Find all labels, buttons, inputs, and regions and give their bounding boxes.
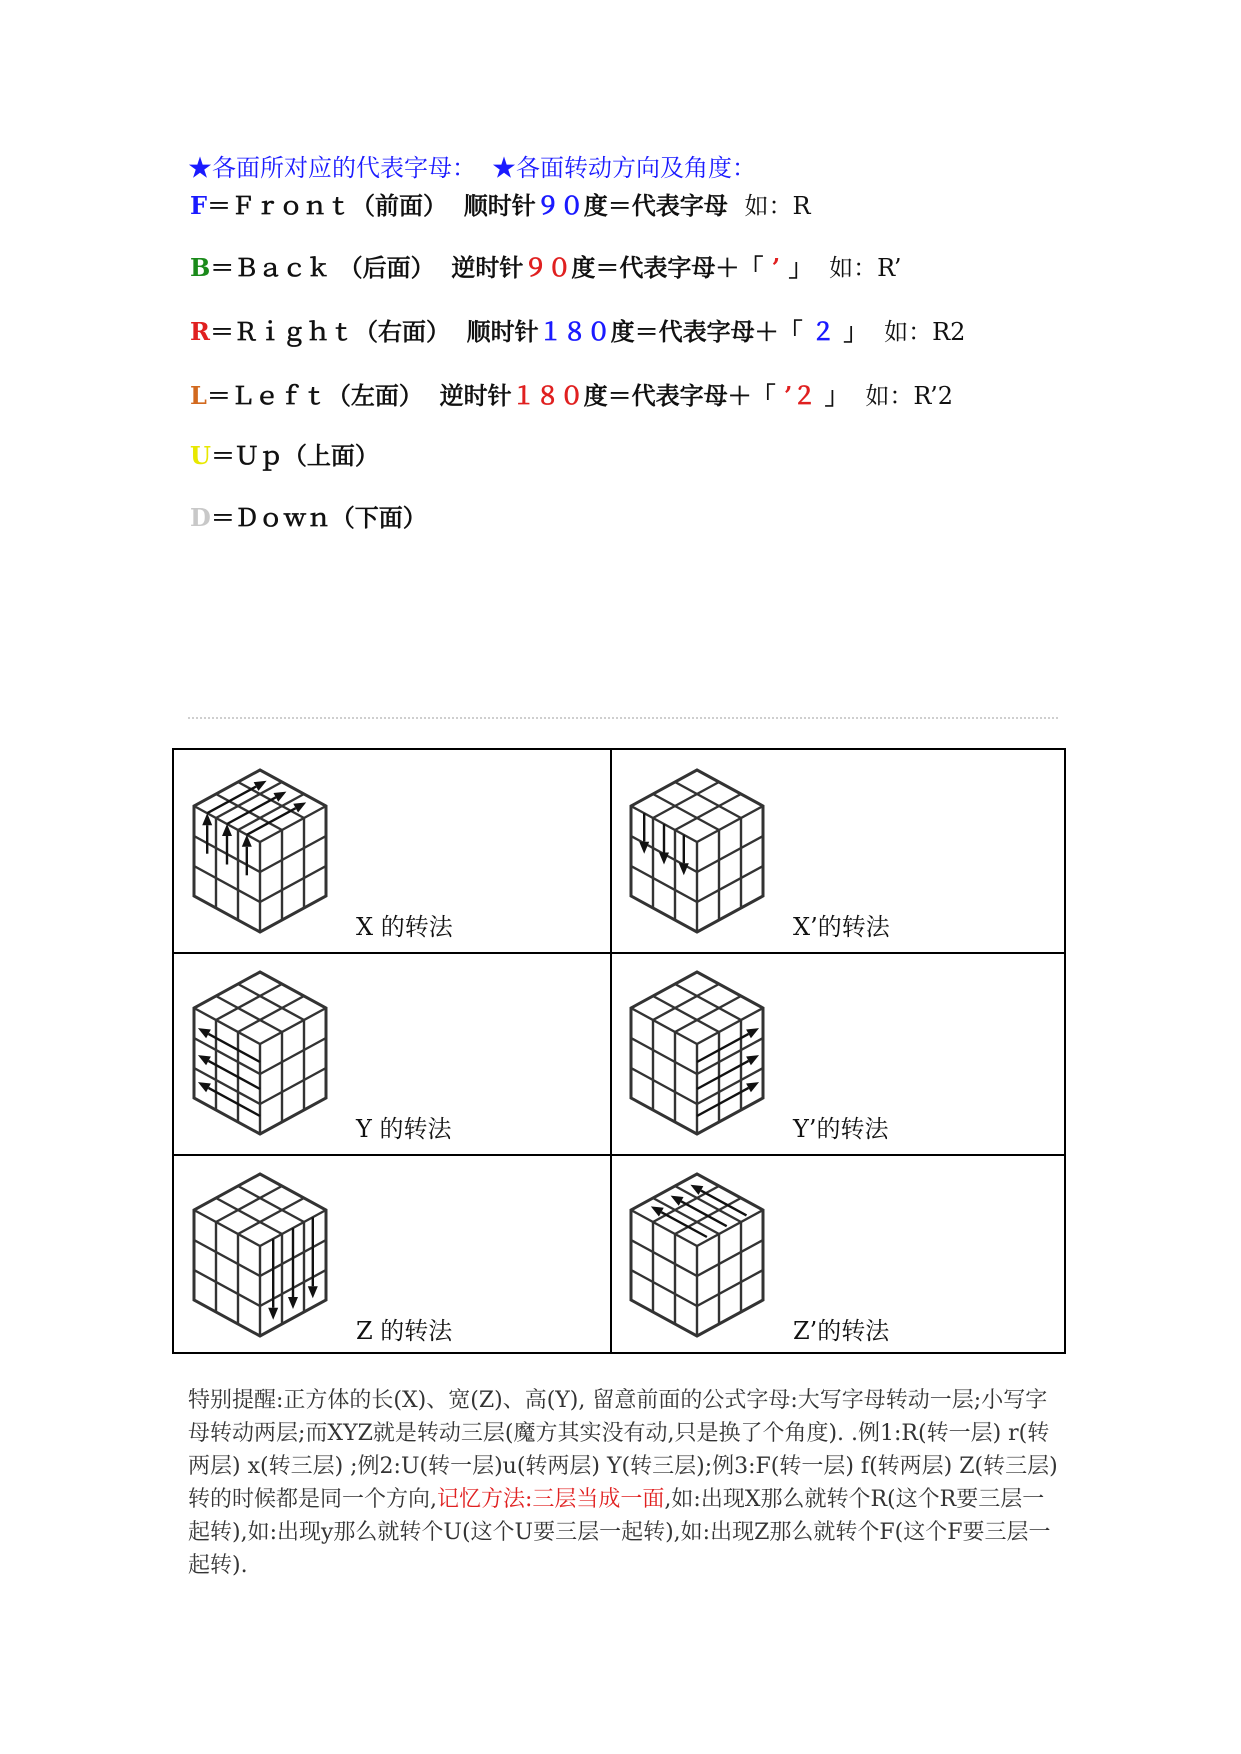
- note-text-2: ,如:出现X那么就转个R(这个R要三层一起转),如:出现y那么就转个U(这个U要三层一起转),如:出现Z那么就转个F(这个F要三层一起转).: [188, 1487, 1051, 1578]
- face-letter: U: [190, 441, 211, 470]
- face-name: ＝Ｂａｃｋ （后面）: [210, 253, 435, 282]
- face-line-l: [190, 376, 953, 411]
- notation-rule: ＝代表字母＋「: [634, 317, 803, 346]
- move-caption: Z’的转法: [793, 1317, 890, 1345]
- face-letter: L: [190, 381, 207, 410]
- move-cell: [174, 750, 610, 952]
- notation-rule: ＝代表字母: [607, 191, 728, 220]
- move-caption: Y 的转法: [356, 1115, 452, 1143]
- rotation-direction: 顺时针: [466, 317, 539, 346]
- notation-suffix: ’２: [783, 381, 817, 410]
- rotation-angle: ９０: [523, 253, 572, 282]
- rotation-direction: 逆时针: [439, 381, 512, 410]
- angle-unit: 度: [583, 381, 608, 410]
- face-name: ＝Ｕｐ（上面）: [210, 441, 379, 470]
- face-name: ＝Ｌｅｆｔ（左面）: [206, 381, 423, 410]
- rotation-direction: 逆时针: [451, 253, 524, 282]
- move-cell: [611, 952, 1064, 1154]
- face-letter: B: [190, 253, 211, 282]
- face-letter: F: [190, 191, 208, 220]
- face-letter: D: [190, 503, 211, 532]
- notation-example: 如：R: [744, 192, 811, 220]
- notation-bracket: 」: [824, 381, 849, 410]
- notation-suffix: ２: [811, 317, 836, 346]
- rotation-angle: １８０: [511, 381, 584, 410]
- reminder-note: [188, 1384, 1058, 1582]
- note-text-1: 特别提醒:正方体的长(X)、宽(Z)、高(Y), 留意前面的公式字母:大写字母转动一层;小写字母转动两层;而XYZ就是转动三层(魔方其实没有动,只是换了个角度). .例1:R(转一层) r(转两层) x(转三层) ;例2:U(转一层)u(转两层) Y(转三层);例3:F(转一层) f(转两层) Z(转三层) 转的时候都是同一个方向,: [188, 1388, 1058, 1512]
- face-line-r: [190, 312, 965, 347]
- face-line-d: [190, 498, 427, 533]
- face-name: ＝Ｆｒｏｎｔ（前面）: [207, 191, 448, 220]
- rotation-direction: 顺时针: [463, 191, 536, 220]
- heading: [188, 148, 756, 183]
- face-letter: R: [190, 317, 210, 346]
- notation-rule: ＝代表字母＋「: [595, 253, 764, 282]
- heading-right: ★各面转动方向及角度：: [492, 154, 756, 182]
- rotation-table: [172, 748, 1066, 1354]
- notation-rule: ＝代表字母＋「: [607, 381, 776, 410]
- move-caption: Z 的转法: [356, 1317, 453, 1345]
- notation-suffix: ’: [771, 253, 781, 282]
- notation-example: 如：R2: [884, 318, 966, 346]
- angle-unit: 度: [610, 317, 635, 346]
- note-highlight: 记忆方法:三层当成一面: [437, 1487, 665, 1512]
- face-name: ＝Ｄｏｗｎ（下面）: [210, 503, 427, 532]
- notation-example: 如：R’: [829, 254, 902, 282]
- notation-bracket: 」: [843, 317, 868, 346]
- move-cell: [174, 1154, 610, 1356]
- heading-left: ★各面所对应的代表字母：: [188, 154, 476, 182]
- face-line-b: [190, 248, 902, 283]
- move-caption: Y’的转法: [793, 1115, 889, 1143]
- move-caption: X’的转法: [793, 913, 890, 941]
- angle-unit: 度: [583, 191, 608, 220]
- face-name: ＝Ｒｉｇｈｔ（右面）: [209, 317, 450, 346]
- move-cell: [174, 952, 610, 1154]
- move-caption: X 的转法: [356, 913, 453, 941]
- notation-bracket: 」: [788, 253, 813, 282]
- face-line-u: [190, 436, 379, 471]
- move-cell: [611, 750, 1064, 952]
- divider: [188, 717, 1058, 719]
- face-line-f: [190, 186, 811, 221]
- move-cell: [611, 1154, 1064, 1356]
- rotation-angle: １８０: [538, 317, 611, 346]
- angle-unit: 度: [571, 253, 596, 282]
- notation-example: 如：R’2: [865, 382, 954, 410]
- rotation-angle: ９０: [535, 191, 584, 220]
